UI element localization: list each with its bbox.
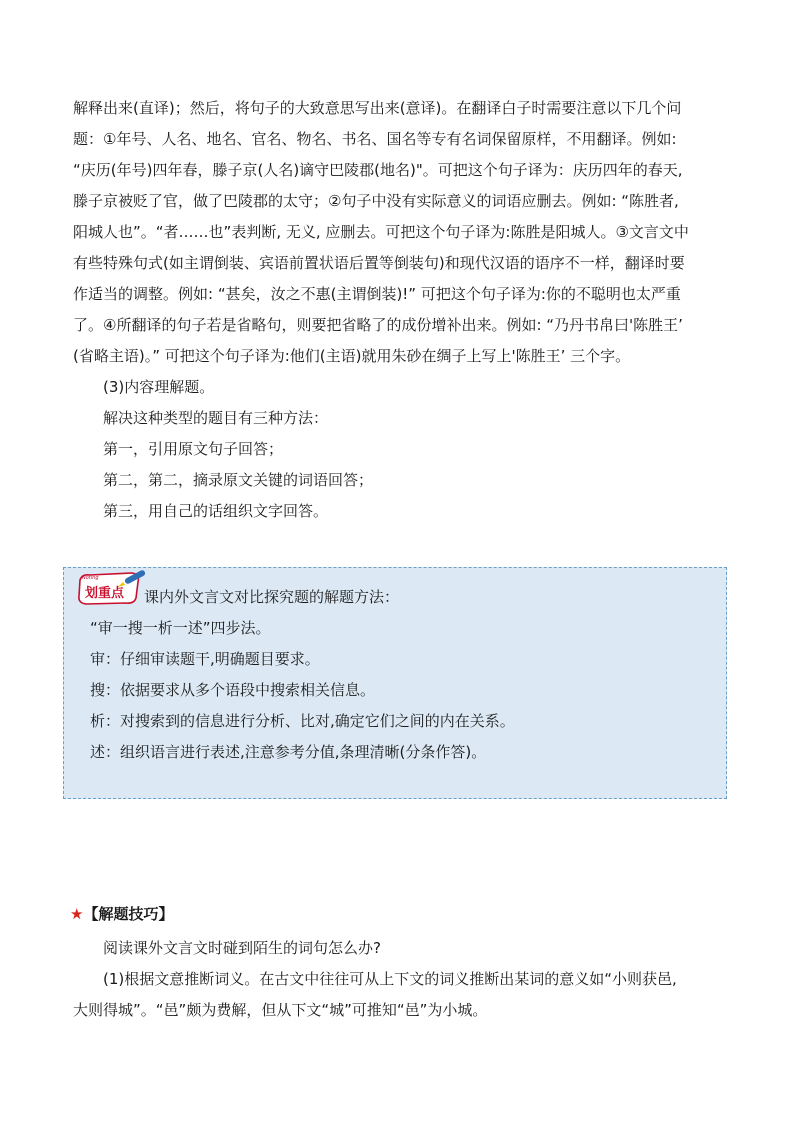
key-point-title: 课内外文言文对比探究题的解题方法： — [144, 588, 400, 606]
method-item: 第二，第二，摘录原文关键的词语回答； — [103, 471, 374, 489]
tips-item-line: (1)根据文意推断词义。在古文中往往可从上下文的词义推断出某词的意义如“小则获邑, — [103, 970, 677, 988]
tips-heading — [70, 901, 173, 927]
tips-heading-text: 【解题技巧】 — [83, 905, 174, 923]
method-item: 第三，用自己的话组织文字回答。 — [103, 502, 329, 520]
intro-line: 题：①年号、人名、地名、官名、物名、书名、国名等专有名词保留原样，不用翻译。例如: — [73, 130, 677, 148]
key-point-line: 审：仔细审读题干,明确题目要求。 — [90, 650, 320, 668]
intro-line: 了。④所翻译的句子若是省略句，则要把省略了的成份增补出来。例如: “乃丹书帛曰'陈胜王’ — [73, 316, 683, 334]
intro-line: 解释出来(直译)；然后，将句子的大致意思写出来(意译)。在翻译白子时需要注意以下几个问 — [73, 99, 682, 117]
star-icon: ★ — [70, 905, 84, 923]
intro-line: 阳城人也”。“者……也”表判断, 无义, 应删去。可把这个句子译为:陈胜是阳城人。③文言文中 — [73, 223, 689, 241]
intro-line: 滕子京被贬了官，做了巴陵郡的太守；②句子中没有实际意义的词语应删去。例如: “陈胜者, — [73, 192, 679, 210]
method-intro: 解决这种类型的题目有三种方法： — [103, 409, 329, 427]
key-point-line: 述：组织语言进行表述,注意参考分值,条理清晰(分条作答)。 — [90, 743, 487, 761]
intro-line: “庆历(年号)四年春，滕子京(人名)谪守巴陵郡(地名)"。可把这个句子译为：庆历四年的春天, — [73, 161, 683, 179]
key-point-line: “审一搜一析一述”四步法。 — [90, 619, 271, 637]
intro-line: 作适当的调整。例如: “甚矣，汝之不惠(主谓倒装)!” 可把这个句子译为:你的不聪明也太严重 — [73, 285, 681, 303]
tips-question: 阅读课外文言文时碰到陌生的词句怎么办? — [103, 939, 381, 957]
key-point-box — [63, 567, 727, 799]
tips-paragraph — [73, 933, 723, 1026]
intro-paragraph — [73, 93, 723, 527]
key-point-lines — [90, 613, 515, 768]
item-3-heading: (3)内容理解题。 — [103, 378, 215, 396]
method-item: 第一，引用原文句子回答； — [103, 440, 284, 458]
tips-item-line: 大则得城”。“邑”颇为费解，但从下文“城”可推知“邑”为小城。 — [73, 1001, 488, 1019]
intro-line: 有些特殊句式(如主谓倒装、宾语前置状语后置等倒装句)和现代汉语的语序不一样，翻译时要 — [73, 254, 685, 272]
intro-line: (省略主语)。” 可把这个句子译为:他们(主语)就用朱砂在绸子上写上'陈胜王’ 三个字。 — [73, 347, 631, 365]
badge-small-text: Noting — [82, 575, 99, 581]
badge-text: 划重点 — [85, 586, 125, 601]
key-point-line: 析：对搜索到的信息进行分析、比对,确定它们之间的内在关系。 — [90, 712, 515, 730]
key-point-line: 搜：依据要求从多个语段中搜索相关信息。 — [90, 681, 376, 699]
key-point-badge-icon — [74, 570, 146, 606]
